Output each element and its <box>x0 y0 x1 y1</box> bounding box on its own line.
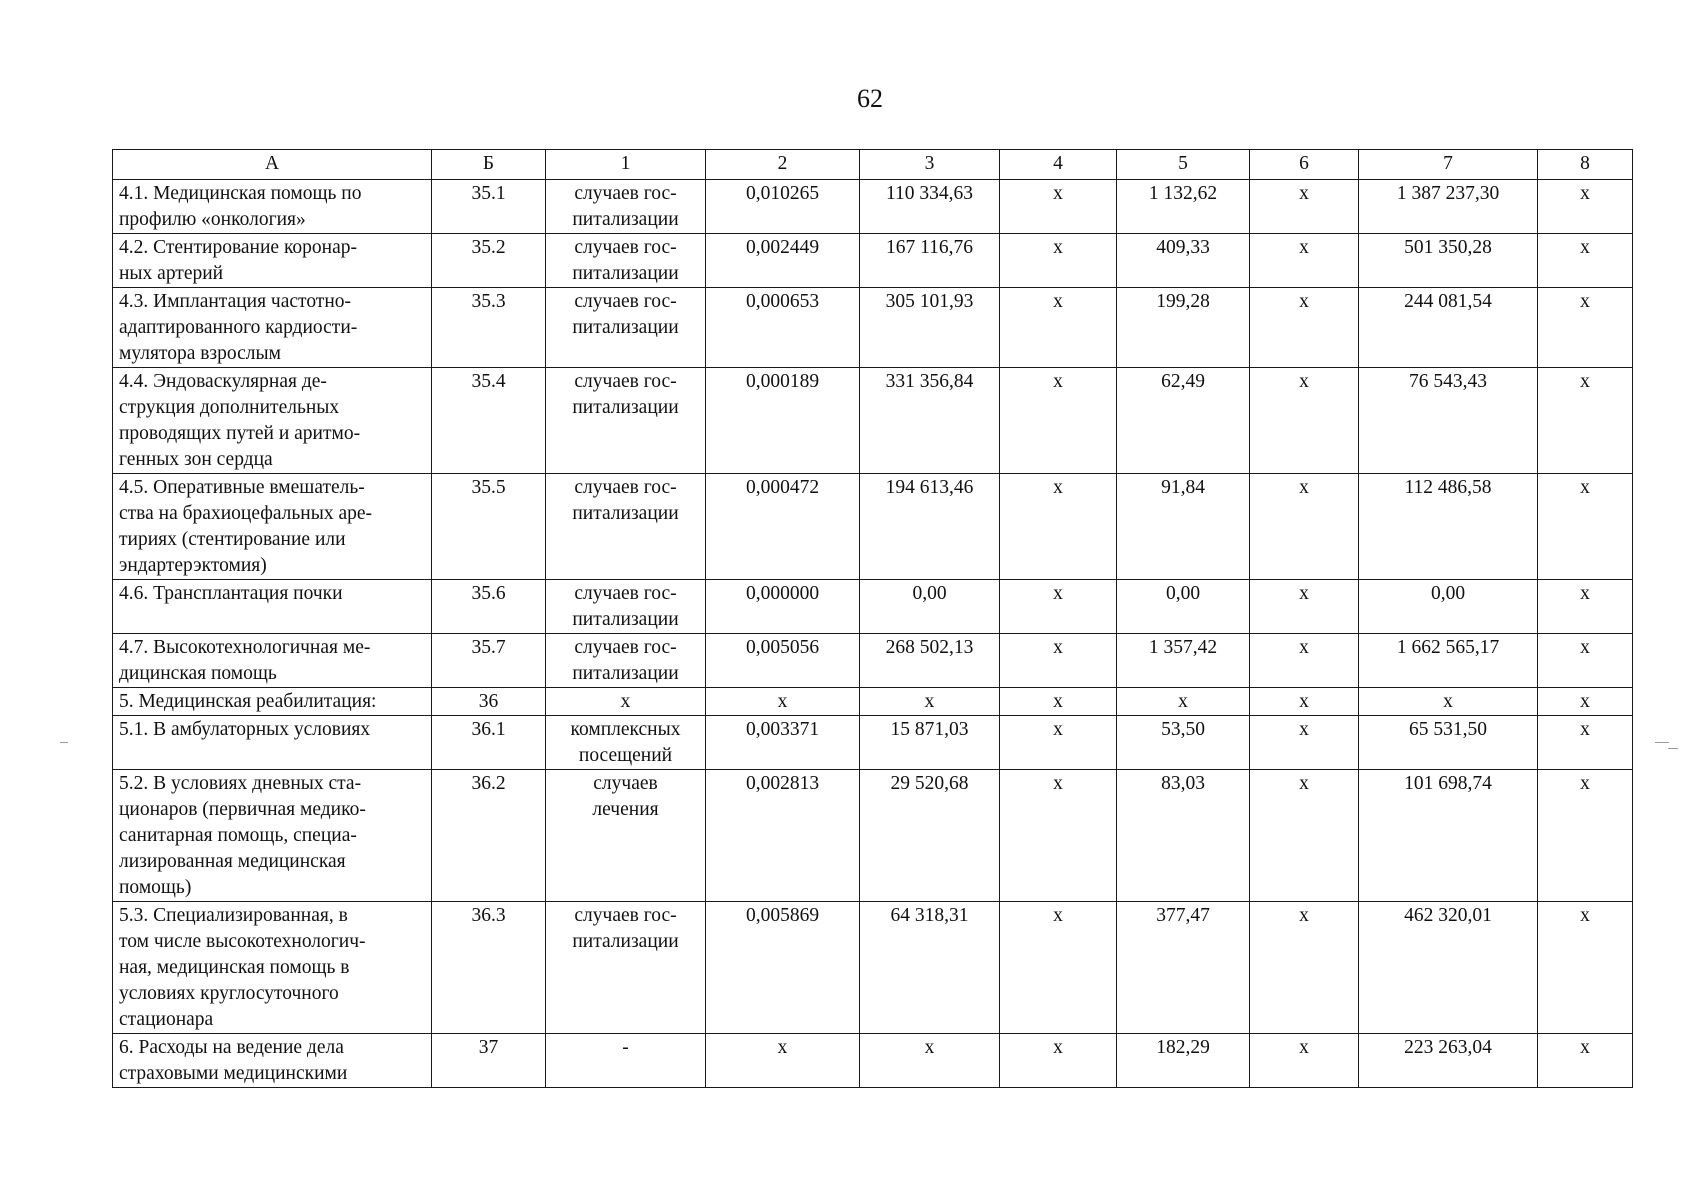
unit-cell: комплексных посещений <box>570 719 681 766</box>
value-cell: х <box>1580 477 1590 498</box>
scan-speck <box>1655 742 1669 743</box>
table-cell <box>432 1034 546 1088</box>
row-code: 36.2 <box>471 773 506 794</box>
table-cell <box>432 902 546 1034</box>
table-cell <box>1359 474 1538 580</box>
table-cell <box>546 474 706 580</box>
table-cell <box>113 234 432 288</box>
table-cell <box>432 716 546 770</box>
value-cell: х <box>1178 691 1188 712</box>
table-cell <box>1359 288 1538 368</box>
table-cell <box>860 234 1000 288</box>
table-cell <box>113 1034 432 1088</box>
table-cell <box>432 234 546 288</box>
table-cell <box>1000 234 1117 288</box>
value-cell: х <box>1053 905 1063 926</box>
table-cell <box>1000 688 1117 716</box>
value-cell: х <box>1053 773 1063 794</box>
table-cell <box>860 288 1000 368</box>
table-cell <box>706 288 860 368</box>
value-cell: х <box>1053 237 1063 258</box>
value-cell: 29 520,68 <box>890 773 969 794</box>
table-cell <box>1538 368 1633 474</box>
table-cell <box>1117 770 1250 902</box>
table-cell <box>1117 234 1250 288</box>
row-label: 5.2. В условиях дневных ста- ционаров (первичная медико- санитарная помощь, специа- лизированная медицинская помощь) <box>119 773 366 898</box>
value-cell: 1 132,62 <box>1148 183 1218 204</box>
table-cell <box>1250 1034 1359 1088</box>
table-cell <box>1117 1034 1250 1088</box>
value-cell: х <box>1299 477 1309 498</box>
table-cell <box>1117 180 1250 234</box>
unit-cell: случаев гос- питализации <box>572 583 679 630</box>
table-cell <box>1538 716 1633 770</box>
table-cell <box>1117 634 1250 688</box>
table-cell <box>1117 288 1250 368</box>
value-cell: 199,28 <box>1156 291 1210 312</box>
table-cell <box>706 688 860 716</box>
value-cell: 53,50 <box>1161 719 1205 740</box>
table-cell <box>546 580 706 634</box>
value-cell: х <box>1580 1037 1590 1058</box>
table-cell <box>1117 580 1250 634</box>
value-cell: х <box>1053 583 1063 604</box>
table-cell <box>113 688 432 716</box>
table-cell <box>1117 368 1250 474</box>
value-cell: х <box>924 1037 935 1058</box>
table-row <box>113 1034 1633 1088</box>
table-cell <box>860 770 1000 902</box>
table-cell <box>113 902 432 1034</box>
value-cell: х <box>1299 371 1309 392</box>
value-cell: 0,003371 <box>745 719 820 740</box>
value-cell: 0,010265 <box>745 183 820 204</box>
report-table <box>112 149 1633 1088</box>
value-cell: х <box>1580 371 1590 392</box>
row-code: 35.1 <box>471 183 506 204</box>
table-cell <box>1117 902 1250 1034</box>
value-cell: х <box>1053 183 1063 204</box>
table-row <box>113 770 1633 902</box>
row-label: 4.6. Трансплантация почки <box>119 583 343 604</box>
value-cell: х <box>1580 583 1590 604</box>
table-cell <box>1538 288 1633 368</box>
table-cell <box>432 180 546 234</box>
column-header: 1 <box>546 150 706 180</box>
row-code: 36.1 <box>471 719 506 740</box>
table-cell <box>1359 180 1538 234</box>
page-number: 62 <box>857 84 883 113</box>
value-cell: 0,005869 <box>745 905 820 926</box>
value-cell: 1 357,42 <box>1148 637 1218 658</box>
table-cell <box>1538 902 1633 1034</box>
table-cell <box>432 770 546 902</box>
value-cell: 65 531,50 <box>1409 719 1487 740</box>
table-cell <box>1000 368 1117 474</box>
table-cell <box>1000 634 1117 688</box>
table-row <box>113 716 1633 770</box>
row-label: 4.3. Имплантация частотно- адаптированного кардиости- мулятора взрослым <box>119 291 358 364</box>
value-cell: 0,000472 <box>745 477 820 498</box>
table-row <box>113 902 1633 1034</box>
table-cell <box>546 716 706 770</box>
table-cell <box>432 368 546 474</box>
table-cell <box>113 288 432 368</box>
table-cell <box>1359 770 1538 902</box>
value-cell: х <box>1299 719 1309 740</box>
table-cell <box>860 902 1000 1034</box>
value-cell: 167 116,76 <box>885 237 974 258</box>
value-cell: 1 387 237,30 <box>1396 183 1500 204</box>
value-cell: 15 871,03 <box>890 719 969 740</box>
unit-cell: случаев лечения <box>592 773 659 820</box>
table-cell <box>1250 180 1359 234</box>
table-cell <box>706 716 860 770</box>
table-cell <box>1359 580 1538 634</box>
value-cell: 76 543,43 <box>1409 371 1487 392</box>
table-cell <box>706 634 860 688</box>
value-cell: х <box>1580 291 1590 312</box>
value-cell: 0,005056 <box>745 637 820 658</box>
table-cell <box>432 288 546 368</box>
value-cell: х <box>1580 237 1590 258</box>
table-row <box>113 180 1633 234</box>
table-cell <box>546 288 706 368</box>
row-label: 4.7. Высокотехнологичная ме- дицинская помощь <box>119 637 371 684</box>
value-cell: 377,47 <box>1156 905 1210 926</box>
table-cell <box>546 234 706 288</box>
unit-cell: - <box>622 1037 629 1058</box>
row-code: 35.5 <box>471 477 506 498</box>
unit-cell: случаев гос- питализации <box>572 291 679 338</box>
value-cell: 1 662 565,17 <box>1396 637 1500 658</box>
row-label: 4.4. Эндоваскулярная де- струкция дополнительных проводящих путей и аритмо- генных зон сердца <box>119 371 361 470</box>
row-label: 5.3. Специализированная, в том числе высокотехнологич- ная, медицинская помощь в условиях круглосуточного стационара <box>119 905 366 1030</box>
table-row <box>113 368 1633 474</box>
value-cell: 244 081,54 <box>1404 291 1492 312</box>
value-cell: х <box>1299 183 1309 204</box>
table-cell <box>1000 474 1117 580</box>
table-cell <box>113 368 432 474</box>
table-cell <box>1117 474 1250 580</box>
table-cell <box>1538 770 1633 902</box>
table-cell <box>860 474 1000 580</box>
value-cell: 331 356,84 <box>885 371 974 392</box>
value-cell: 0,00 <box>1165 583 1201 604</box>
value-cell: х <box>1053 291 1063 312</box>
table-cell <box>860 580 1000 634</box>
table-cell <box>1359 688 1538 716</box>
table-cell <box>1250 902 1359 1034</box>
table-cell <box>1538 1034 1633 1088</box>
table-cell <box>1250 474 1359 580</box>
table-cell <box>1359 634 1538 688</box>
value-cell: 462 320,01 <box>1404 905 1492 926</box>
table-cell <box>1117 716 1250 770</box>
row-code: 35.6 <box>471 583 506 604</box>
table-cell <box>113 474 432 580</box>
table-cell <box>1359 368 1538 474</box>
unit-cell: случаев гос- питализации <box>572 477 679 524</box>
table-cell <box>706 1034 860 1088</box>
column-header: 8 <box>1538 150 1633 180</box>
table-cell <box>546 634 706 688</box>
table-header-row <box>113 150 1633 180</box>
value-cell: х <box>777 1037 788 1058</box>
row-code: 37 <box>478 1037 499 1058</box>
row-code: 35.3 <box>471 291 506 312</box>
value-cell: х <box>1443 691 1453 712</box>
table-cell <box>860 1034 1000 1088</box>
unit-cell: случаев гос- питализации <box>572 371 679 418</box>
value-cell: х <box>1580 637 1590 658</box>
table-cell <box>1359 716 1538 770</box>
value-cell: х <box>1299 1037 1309 1058</box>
table-cell <box>1359 902 1538 1034</box>
table-cell <box>546 368 706 474</box>
unit-cell: случаев гос- питализации <box>572 905 679 952</box>
table-cell <box>1000 288 1117 368</box>
column-header: 4 <box>1000 150 1117 180</box>
table-cell <box>860 716 1000 770</box>
value-cell: 83,03 <box>1161 773 1205 794</box>
table-cell <box>1359 234 1538 288</box>
row-label: 4.1. Медицинская помощь по профилю «онкология» <box>119 183 362 230</box>
column-header: 5 <box>1117 150 1250 180</box>
table-cell <box>1250 688 1359 716</box>
row-label: 4.2. Стентирование коронар- ных артерий <box>119 237 358 284</box>
table-cell <box>1250 580 1359 634</box>
value-cell: х <box>1299 583 1309 604</box>
scan-speck <box>1668 748 1678 749</box>
value-cell: х <box>1053 1037 1063 1058</box>
table-cell <box>706 368 860 474</box>
value-cell: 0,00 <box>912 583 947 604</box>
unit-cell: случаев гос- питализации <box>572 183 679 230</box>
table-row <box>113 234 1633 288</box>
table-cell <box>113 180 432 234</box>
value-cell: х <box>1299 773 1309 794</box>
value-cell: 0,000000 <box>745 583 820 604</box>
table-cell <box>1250 770 1359 902</box>
table-cell <box>432 688 546 716</box>
table-cell <box>1250 234 1359 288</box>
value-cell: х <box>1580 773 1590 794</box>
table-cell <box>546 688 706 716</box>
table-row <box>113 634 1633 688</box>
table-row <box>113 580 1633 634</box>
value-cell: 110 334,63 <box>885 183 974 204</box>
table-cell <box>546 180 706 234</box>
row-label: 4.5. Оперативные вмешатель- ства на брахиоцефальных аре- тириях (стентирование или эндартерэктомия) <box>119 477 373 576</box>
table-cell <box>1250 288 1359 368</box>
table-cell <box>113 716 432 770</box>
column-header: 3 <box>860 150 1000 180</box>
table-cell <box>706 902 860 1034</box>
value-cell: х <box>1299 905 1309 926</box>
value-cell: 112 486,58 <box>1404 477 1492 498</box>
table-body <box>113 180 1633 1088</box>
value-cell: х <box>1580 719 1590 740</box>
table-cell <box>432 474 546 580</box>
value-cell: 194 613,46 <box>885 477 974 498</box>
table-cell <box>1000 716 1117 770</box>
value-cell: 0,00 <box>1430 583 1466 604</box>
table-cell <box>1117 688 1250 716</box>
value-cell: х <box>1053 477 1063 498</box>
table-row <box>113 288 1633 368</box>
row-code: 35.2 <box>471 237 506 258</box>
value-cell: х <box>1580 183 1590 204</box>
table-cell <box>1538 688 1633 716</box>
value-cell: х <box>1299 291 1309 312</box>
row-label: 5. Медицинская реабилитация: <box>119 691 377 712</box>
table-cell <box>432 580 546 634</box>
table-cell <box>1359 1034 1538 1088</box>
table-cell <box>546 1034 706 1088</box>
table-cell <box>1000 902 1117 1034</box>
table-cell <box>1538 234 1633 288</box>
value-cell: х <box>1299 237 1309 258</box>
table-cell <box>706 474 860 580</box>
value-cell: 91,84 <box>1161 477 1205 498</box>
row-code: 36 <box>478 691 499 712</box>
value-cell: 501 350,28 <box>1404 237 1492 258</box>
table-cell <box>860 688 1000 716</box>
value-cell: 64 318,31 <box>890 905 969 926</box>
value-cell: х <box>1053 691 1063 712</box>
value-cell: 0,000653 <box>745 291 820 312</box>
table-cell <box>860 180 1000 234</box>
row-label: 5.1. В амбулаторных условиях <box>119 719 371 740</box>
table-cell <box>546 770 706 902</box>
value-cell: 0,002449 <box>745 237 820 258</box>
value-cell: х <box>1580 691 1590 712</box>
table-row <box>113 688 1633 716</box>
unit-cell: случаев гос- питализации <box>572 637 679 684</box>
value-cell: 101 698,74 <box>1404 773 1492 794</box>
column-header: 7 <box>1359 150 1538 180</box>
table-cell <box>432 634 546 688</box>
table-cell <box>1250 368 1359 474</box>
column-header: А <box>113 150 432 180</box>
value-cell: 182,29 <box>1156 1037 1210 1058</box>
table-cell <box>1538 474 1633 580</box>
table-cell <box>546 902 706 1034</box>
table-cell <box>1000 180 1117 234</box>
unit-cell: х <box>620 691 631 712</box>
row-code: 35.7 <box>471 637 506 658</box>
unit-cell: случаев гос- питализации <box>572 237 679 284</box>
table-cell <box>1250 716 1359 770</box>
column-header: 2 <box>706 150 860 180</box>
table-cell <box>1000 770 1117 902</box>
value-cell: х <box>924 691 935 712</box>
row-code: 36.3 <box>471 905 506 926</box>
value-cell: 0,000189 <box>745 371 820 392</box>
value-cell: 223 263,04 <box>1404 1037 1492 1058</box>
value-cell: х <box>1299 691 1309 712</box>
value-cell: х <box>777 691 788 712</box>
table-cell <box>113 634 432 688</box>
value-cell: х <box>1053 719 1063 740</box>
value-cell: 305 101,93 <box>885 291 974 312</box>
row-label: 6. Расходы на ведение дела страховыми медицинскими <box>119 1037 348 1084</box>
table-cell <box>706 770 860 902</box>
value-cell: х <box>1580 905 1590 926</box>
scan-speck <box>60 742 68 743</box>
table-cell <box>1250 634 1359 688</box>
table-cell <box>706 234 860 288</box>
column-header: 6 <box>1250 150 1359 180</box>
value-cell: х <box>1299 637 1309 658</box>
table-row <box>113 474 1633 580</box>
column-header: Б <box>432 150 546 180</box>
value-cell: 268 502,13 <box>885 637 974 658</box>
table-cell <box>1000 580 1117 634</box>
value-cell: 0,002813 <box>745 773 820 794</box>
table-cell <box>706 180 860 234</box>
table-cell <box>1538 634 1633 688</box>
row-code: 35.4 <box>471 371 506 392</box>
table-cell <box>113 770 432 902</box>
table-cell <box>1538 580 1633 634</box>
value-cell: 409,33 <box>1156 237 1210 258</box>
value-cell: х <box>1053 637 1063 658</box>
table-cell <box>706 580 860 634</box>
value-cell: 62,49 <box>1161 371 1205 392</box>
table-cell <box>1000 1034 1117 1088</box>
table-cell <box>1538 180 1633 234</box>
table-cell <box>860 368 1000 474</box>
value-cell: х <box>1053 371 1063 392</box>
table-cell <box>113 580 432 634</box>
table-cell <box>860 634 1000 688</box>
